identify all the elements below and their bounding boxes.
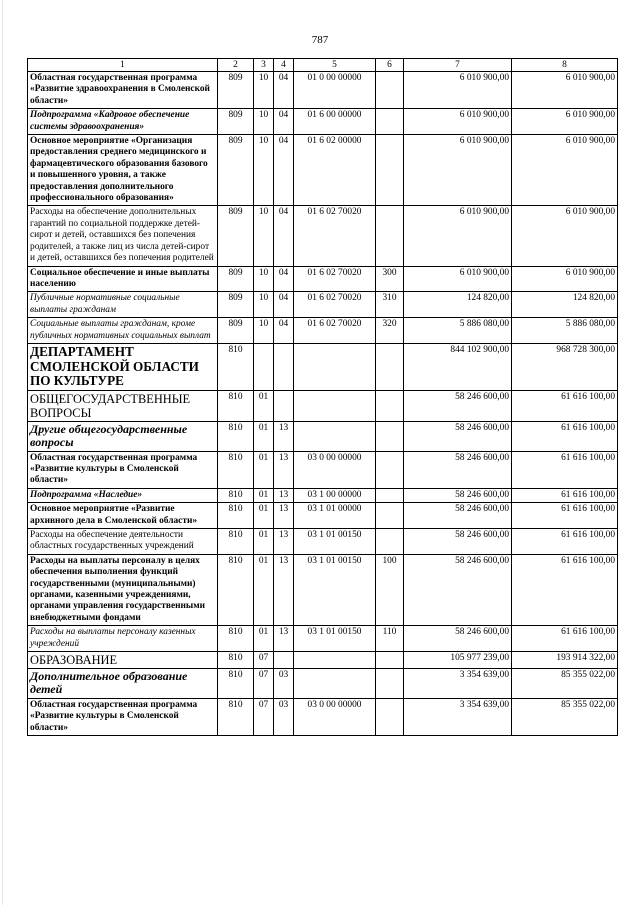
cell-ministry-code: 810: [218, 488, 254, 502]
cell-ministry-code: 809: [218, 109, 254, 135]
cell-ministry-code: 810: [218, 421, 254, 451]
cell-subsection-code: 13: [274, 421, 294, 451]
cell-target-article: 01 6 02 70020: [294, 206, 376, 266]
table-row: [28, 698, 618, 735]
scan-edge-line: [2, 0, 3, 905]
cell-amount-year-1: 6 010 900,00: [404, 266, 512, 292]
cell-amount-year-2: 6 010 900,00: [512, 72, 618, 109]
cell-ministry-code: 810: [218, 451, 254, 488]
cell-section-code: 10: [254, 206, 274, 266]
cell-amount-year-2: 85 355 022,00: [512, 669, 618, 699]
cell-target-article: [294, 343, 376, 390]
cell-expense-type: [376, 72, 404, 109]
cell-amount-year-1: 844 102 900,00: [404, 343, 512, 390]
cell-amount-year-2: 61 616 100,00: [512, 528, 618, 554]
cell-target-article: 03 0 00 00000: [294, 698, 376, 735]
cell-target-article: [294, 421, 376, 451]
cell-target-article: 03 1 01 00150: [294, 528, 376, 554]
cell-ministry-code: 809: [218, 135, 254, 206]
cell-amount-year-1: 6 010 900,00: [404, 109, 512, 135]
cell-target-article: 03 1 01 00150: [294, 626, 376, 652]
cell-description: ДЕПАРТАМЕНТ СМОЛЕНСКОЙ ОБЛАСТИ ПО КУЛЬТУРЕ: [28, 343, 218, 390]
cell-section-code: 01: [254, 554, 274, 625]
cell-subsection-code: 13: [274, 626, 294, 652]
cell-target-article: 01 0 00 00000: [294, 72, 376, 109]
cell-description: Социальное обеспечение и иные выплаты населению: [28, 266, 218, 292]
cell-subsection-code: 04: [274, 266, 294, 292]
cell-amount-year-1: 58 246 600,00: [404, 390, 512, 421]
cell-section-code: 01: [254, 503, 274, 529]
cell-ministry-code: 809: [218, 318, 254, 344]
cell-expense-type: 110: [376, 626, 404, 652]
cell-amount-year-2: 193 914 322,00: [512, 652, 618, 669]
cell-amount-year-2: 85 355 022,00: [512, 698, 618, 735]
cell-expense-type: [376, 503, 404, 529]
cell-target-article: 03 0 00 00000: [294, 451, 376, 488]
cell-description: Областная государственная программа «Развитие здравоохранения в Смоленской области»: [28, 72, 218, 109]
cell-description: Областная государственная программа «Развитие культуры в Смоленской области»: [28, 451, 218, 488]
table-row: [28, 390, 618, 421]
cell-ministry-code: 810: [218, 554, 254, 625]
header-col-8: 8: [512, 59, 618, 72]
cell-expense-type: [376, 109, 404, 135]
cell-target-article: 03 1 00 00000: [294, 488, 376, 502]
cell-amount-year-2: 61 616 100,00: [512, 390, 618, 421]
cell-amount-year-1: 6 010 900,00: [404, 206, 512, 266]
cell-description: Расходы на выплаты персоналу в целях обеспечения выполнения функций государственными (муниципальными) органами, казенными учреждениями, органами управления государственными внебюджетными фондами: [28, 554, 218, 625]
cell-subsection-code: [274, 652, 294, 669]
cell-target-article: 01 6 02 00000: [294, 135, 376, 206]
cell-section-code: 01: [254, 451, 274, 488]
cell-section-code: 01: [254, 421, 274, 451]
cell-description: Дополнительное образование детей: [28, 669, 218, 699]
cell-amount-year-1: 58 246 600,00: [404, 503, 512, 529]
cell-ministry-code: 810: [218, 390, 254, 421]
cell-expense-type: [376, 669, 404, 699]
cell-description: Социальные выплаты гражданам, кроме публичных нормативных социальных выплат: [28, 318, 218, 344]
cell-ministry-code: 810: [218, 698, 254, 735]
cell-expense-type: 300: [376, 266, 404, 292]
cell-subsection-code: 13: [274, 528, 294, 554]
header-col-2: 2: [218, 59, 254, 72]
cell-ministry-code: 809: [218, 292, 254, 318]
cell-expense-type: [376, 135, 404, 206]
table-row: [28, 503, 618, 529]
cell-ministry-code: 810: [218, 503, 254, 529]
cell-amount-year-1: 3 354 639,00: [404, 698, 512, 735]
cell-amount-year-2: 61 616 100,00: [512, 488, 618, 502]
cell-section-code: 07: [254, 698, 274, 735]
cell-amount-year-2: 61 616 100,00: [512, 503, 618, 529]
cell-section-code: 10: [254, 109, 274, 135]
cell-amount-year-2: 6 010 900,00: [512, 135, 618, 206]
cell-ministry-code: 810: [218, 626, 254, 652]
header-col-4: 4: [274, 59, 294, 72]
cell-section-code: 01: [254, 626, 274, 652]
cell-subsection-code: 03: [274, 698, 294, 735]
cell-amount-year-2: 61 616 100,00: [512, 626, 618, 652]
cell-ministry-code: 810: [218, 669, 254, 699]
table-row: [28, 266, 618, 292]
table-row: [28, 135, 618, 206]
cell-expense-type: [376, 528, 404, 554]
header-row: [28, 59, 618, 72]
cell-expense-type: [376, 206, 404, 266]
cell-target-article: [294, 390, 376, 421]
table-row: [28, 343, 618, 390]
cell-amount-year-1: 58 246 600,00: [404, 421, 512, 451]
cell-subsection-code: 04: [274, 135, 294, 206]
cell-amount-year-2: 61 616 100,00: [512, 554, 618, 625]
cell-subsection-code: 04: [274, 292, 294, 318]
cell-amount-year-2: 61 616 100,00: [512, 451, 618, 488]
header-col-1: 1: [28, 59, 218, 72]
cell-amount-year-1: 58 246 600,00: [404, 554, 512, 625]
cell-description: Другие общегосударственные вопросы: [28, 421, 218, 451]
cell-amount-year-1: 5 886 080,00: [404, 318, 512, 344]
cell-description: ОБРАЗОВАНИЕ: [28, 652, 218, 669]
table-row: [28, 451, 618, 488]
cell-section-code: 07: [254, 669, 274, 699]
cell-ministry-code: 809: [218, 72, 254, 109]
cell-ministry-code: 809: [218, 266, 254, 292]
cell-target-article: 03 1 01 00000: [294, 503, 376, 529]
cell-ministry-code: 810: [218, 343, 254, 390]
cell-target-article: 01 6 02 70020: [294, 292, 376, 318]
cell-expense-type: [376, 390, 404, 421]
cell-amount-year-2: 61 616 100,00: [512, 421, 618, 451]
header-col-7: 7: [404, 59, 512, 72]
cell-amount-year-2: 6 010 900,00: [512, 109, 618, 135]
cell-description: Областная государственная программа «Развитие культуры в Смоленской области»: [28, 698, 218, 735]
table-row: [28, 421, 618, 451]
cell-subsection-code: 13: [274, 503, 294, 529]
cell-amount-year-1: 58 246 600,00: [404, 626, 512, 652]
cell-description: ОБЩЕГОСУДАРСТВЕННЫЕ ВОПРОСЫ: [28, 390, 218, 421]
table-row: [28, 652, 618, 669]
header-col-6: 6: [376, 59, 404, 72]
table-row: [28, 669, 618, 699]
cell-expense-type: [376, 698, 404, 735]
cell-ministry-code: 810: [218, 652, 254, 669]
cell-amount-year-2: 5 886 080,00: [512, 318, 618, 344]
cell-ministry-code: 809: [218, 206, 254, 266]
header-col-5: 5: [294, 59, 376, 72]
cell-target-article: 01 6 00 00000: [294, 109, 376, 135]
cell-subsection-code: 03: [274, 669, 294, 699]
cell-amount-year-1: 58 246 600,00: [404, 488, 512, 502]
cell-target-article: [294, 652, 376, 669]
cell-description: Расходы на выплаты персоналу казенных учреждений: [28, 626, 218, 652]
cell-section-code: [254, 343, 274, 390]
cell-subsection-code: 04: [274, 72, 294, 109]
cell-subsection-code: 13: [274, 451, 294, 488]
cell-description: Основное мероприятие «Развитие архивного дела в Смоленской области»: [28, 503, 218, 529]
cell-description: Подпрограмма «Наследие»: [28, 488, 218, 502]
table-row: [28, 72, 618, 109]
cell-section-code: 10: [254, 135, 274, 206]
budget-table: [27, 58, 618, 736]
cell-section-code: 10: [254, 266, 274, 292]
cell-section-code: 01: [254, 390, 274, 421]
table-row: [28, 626, 618, 652]
cell-target-article: 01 6 02 70020: [294, 318, 376, 344]
cell-expense-type: 100: [376, 554, 404, 625]
cell-amount-year-1: 105 977 239,00: [404, 652, 512, 669]
cell-expense-type: 320: [376, 318, 404, 344]
cell-subsection-code: 04: [274, 109, 294, 135]
cell-section-code: 01: [254, 488, 274, 502]
cell-subsection-code: [274, 343, 294, 390]
cell-section-code: 01: [254, 528, 274, 554]
table-row: [28, 292, 618, 318]
cell-amount-year-2: 6 010 900,00: [512, 206, 618, 266]
cell-section-code: 07: [254, 652, 274, 669]
cell-target-article: 01 6 02 70020: [294, 266, 376, 292]
cell-description: Публичные нормативные социальные выплаты гражданам: [28, 292, 218, 318]
cell-section-code: 10: [254, 318, 274, 344]
cell-target-article: 03 1 01 00150: [294, 554, 376, 625]
table-row: [28, 528, 618, 554]
cell-amount-year-1: 3 354 639,00: [404, 669, 512, 699]
table-row: [28, 206, 618, 266]
page-number: 787: [311, 34, 329, 46]
cell-amount-year-1: 6 010 900,00: [404, 72, 512, 109]
cell-expense-type: 310: [376, 292, 404, 318]
cell-description: Расходы на обеспечение деятельности областных государственных учреждений: [28, 528, 218, 554]
cell-description: Основное мероприятие «Организация предоставления среднего медицинского и фармацевтического образования базового и повышенного уровня, а также предоставления дополнительного профессионального образования»: [28, 135, 218, 206]
cell-expense-type: [376, 488, 404, 502]
cell-amount-year-1: 58 246 600,00: [404, 528, 512, 554]
cell-ministry-code: 810: [218, 528, 254, 554]
cell-amount-year-2: 124 820,00: [512, 292, 618, 318]
table-body: [28, 59, 618, 736]
table-row: [28, 554, 618, 625]
cell-description: Подпрограмма «Кадровое обеспечение системы здравоохранения»: [28, 109, 218, 135]
table-row: [28, 109, 618, 135]
cell-expense-type: [376, 421, 404, 451]
cell-section-code: 10: [254, 72, 274, 109]
cell-subsection-code: 04: [274, 206, 294, 266]
cell-amount-year-1: 124 820,00: [404, 292, 512, 318]
cell-amount-year-2: 968 728 300,00: [512, 343, 618, 390]
cell-expense-type: [376, 652, 404, 669]
cell-amount-year-1: 6 010 900,00: [404, 135, 512, 206]
table-row: [28, 488, 618, 502]
cell-subsection-code: [274, 390, 294, 421]
cell-amount-year-2: 6 010 900,00: [512, 266, 618, 292]
cell-subsection-code: 04: [274, 318, 294, 344]
cell-subsection-code: 13: [274, 554, 294, 625]
cell-target-article: [294, 669, 376, 699]
cell-amount-year-1: 58 246 600,00: [404, 451, 512, 488]
cell-expense-type: [376, 451, 404, 488]
cell-section-code: 10: [254, 292, 274, 318]
cell-subsection-code: 13: [274, 488, 294, 502]
table-row: [28, 318, 618, 344]
cell-expense-type: [376, 343, 404, 390]
cell-description: Расходы на обеспечение дополнительных гарантий по социальной поддержке детей-сирот и детей, оставшихся без попечения родителей, а также лиц из числа детей-сирот и детей, оставшихся без попечения родителей: [28, 206, 218, 266]
header-col-3: 3: [254, 59, 274, 72]
